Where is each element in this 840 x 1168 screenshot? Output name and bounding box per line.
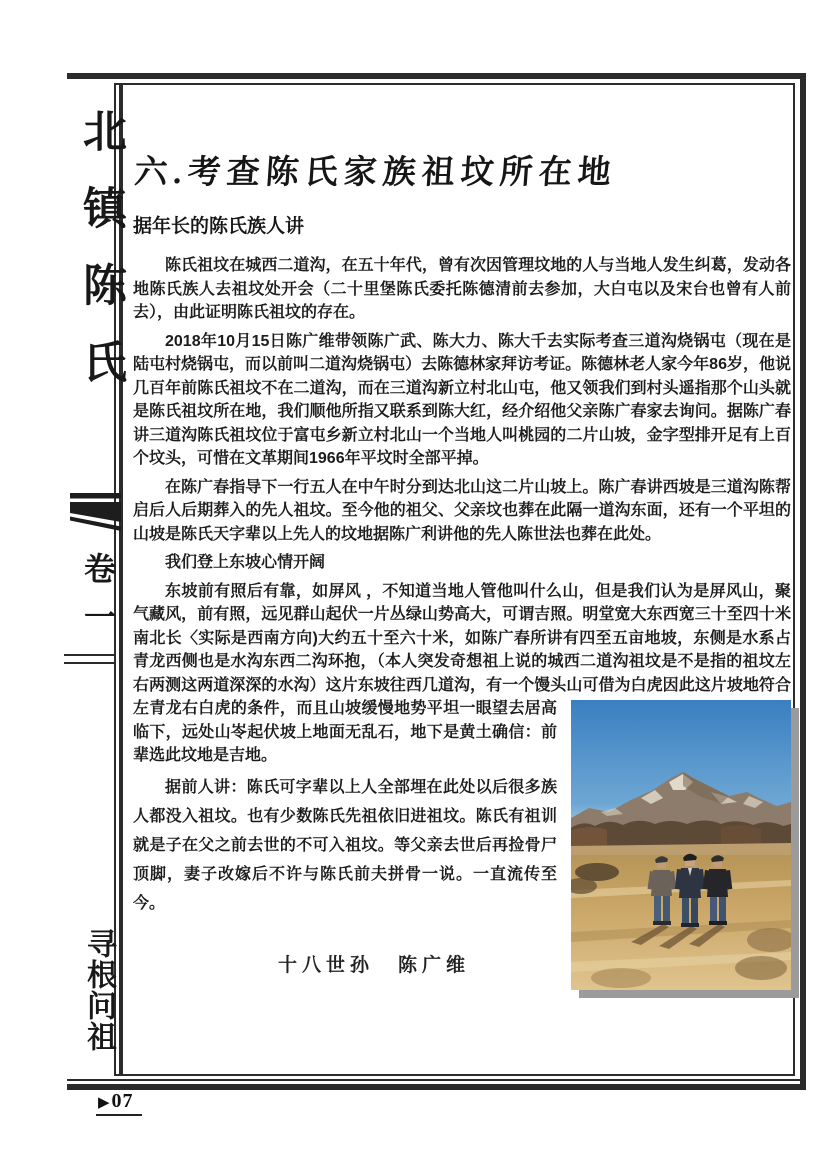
page-number: [96, 1090, 142, 1116]
paragraph-3: 在陈广春指导下一行五人在中午时分到达北山这二片山坡上。陈广春讲西坡是三道沟陈帮启后人后期葬入的先人祖坟。至今他的祖父、父亲坟也葬在此隔一道沟东面，还有一个平坦的山坡是陈氏天字辈以上先人的坟地据陈广利讲他的先人陈世法也葬在此处。: [133, 478, 791, 543]
paragraph-2: 2018年10月15日陈广维带领陈广武、陈大力、陈大千去实际考查三道沟烧锅屯（现在是陆屯村烧锅屯，而以前叫二道沟烧锅屯）去陈德林家拜访考证。陈德林老人家今年86岁，他说几百年前陈氏祖坟不在二道沟，而在三道沟新立村北山屯，他又领我们到村头遥指那个山头就是陈氏祖坟所在地，我们顺他所指又联系到陈大红，经介绍他父亲陈广春家去询问。据陈广春讲三道沟陈氏祖坟位于富屯乡新立村北山一个当地人叫桃园的二片山坡，金字型排开足有上百个坟头，可惜在文革期间1966年平坟时全部平掉。: [133, 332, 791, 467]
paragraph-4: 我们登上东坡心情开阔: [165, 554, 326, 571]
paragraph-6: 据前人讲：陈氏可字辈以上人全部埋在此处以后很多族人都没入祖坟。也有少数陈氏先祖依旧进祖坟。陈氏有祖训就是子在父之前去世的不可入祖坟。等父亲去世后再捡骨尸顶脚，妻子改嫁后不许与陈氏前夫拼骨一说。一直流传至今。: [133, 778, 557, 912]
frame-right-bar: [800, 73, 806, 1089]
article: [133, 84, 791, 1000]
paragraph-5-part-a: 东坡前有照后有靠，如屏风 ，不知道当地人管他叫什么山，但是我们认为是屏风山，聚气藏风，前有照，远见群山起伏一片丛绿山势高大，可谓吉照。明堂宽大东西宽三十至四十米南北长〈实际是西南方向)大约五十至六十米，如陈广春所讲有四至五亩地坡，东侧是水系占青龙西侧也是水沟东西二沟环抱，（本人突发奇想祖上说的城西二道沟祖坟是不是指的祖坟左右两测这两道深深的水沟）这片东坡往西几道沟，有一个馒头山可借为白虎因此这片坡地符合: [133, 582, 791, 694]
article-body: [133, 254, 791, 977]
sidebar-series-title: 寻根问祖: [82, 928, 115, 1052]
author-signature: 十八世孙 陈广维: [277, 954, 470, 976]
article-subtitle: 据年长的陈氏族人讲: [133, 216, 305, 237]
sidebar-volume-label: 卷一: [80, 552, 116, 648]
paragraph-5-part-b: 左青龙右白虎的条件，而且山坡缓慢地势平坦一眼望去居高临下，远处山岺起伏坡上地面无乱石，地下是黄土确信：前辈选此坟地是吉地。: [133, 700, 557, 764]
pennant-ornament-icon: [70, 492, 123, 540]
paragraph-5: [133, 580, 791, 768]
paragraph-1: 陈氏祖坟在城西二道沟，在五十年代，曾有次因管理坟地的人与当地人发生纠葛，发动各地陈氏族人去祖坟处开会（二十里堡陈氏委托陈德清前去参加，大白屯以及宋台也曾有人前去），由此证明陈氏祖坟的存在。: [133, 257, 791, 321]
article-title: 六.考查陈氏家族祖坟所在地: [133, 155, 618, 191]
page-number-arrow-icon: ▶: [98, 1095, 110, 1111]
sidebar-book-title: 北镇陈氏: [76, 108, 125, 416]
volume-underline: [64, 654, 114, 664]
field-photo: [571, 700, 791, 990]
page-number-value: 07: [111, 1090, 134, 1112]
frame-bottom-thin-line: [67, 1079, 806, 1081]
frame-top-bar: [67, 73, 806, 79]
frame-bottom-thick-line: [67, 1084, 806, 1090]
